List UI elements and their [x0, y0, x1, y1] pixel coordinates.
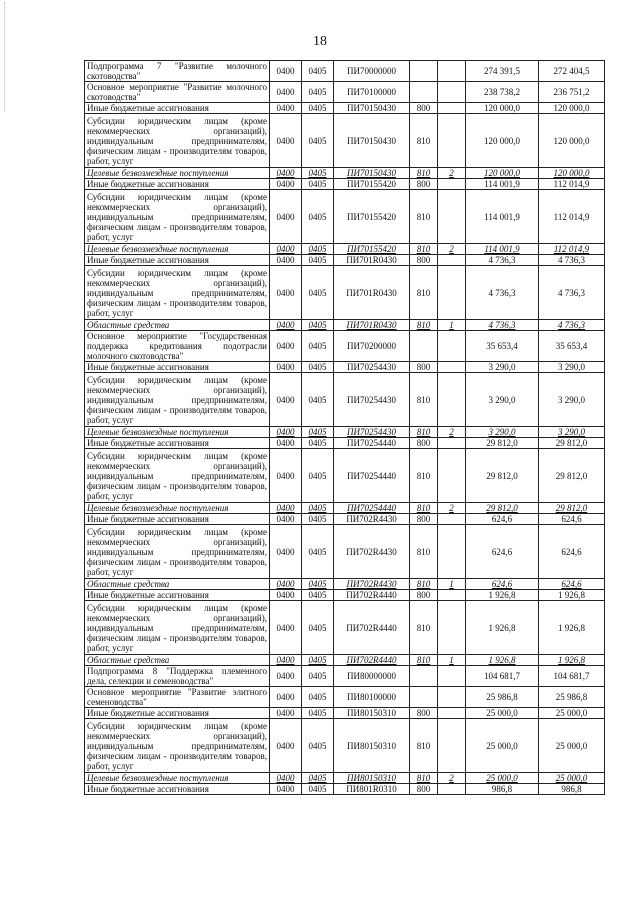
- cell-expense-type: 800: [410, 255, 438, 266]
- cell-amount-2: 3 290,0: [539, 362, 605, 373]
- cell-amount-1: 29 812,0: [466, 438, 539, 449]
- cell-expense-type: 810: [410, 655, 438, 666]
- cell-source: [438, 331, 466, 362]
- cell-amount-2: 236 751,2: [539, 82, 605, 103]
- cell-source: [438, 708, 466, 719]
- table-row: [85, 579, 605, 590]
- table-row: [85, 590, 605, 601]
- cell-source: [438, 61, 466, 82]
- table-row: [85, 61, 605, 82]
- cell-name: Иные бюджетные ассигнования: [85, 784, 270, 795]
- cell-source: [438, 190, 466, 244]
- cell-expense-type: 810: [410, 266, 438, 320]
- cell-name: Основное мероприятие "Государственная поддержка кредитования подотрасли молочного скотоводства": [85, 331, 270, 362]
- cell-amount-2: 112 014,9: [539, 190, 605, 244]
- cell-section: 0400: [270, 320, 302, 331]
- cell-target-article: ПИ70254440: [334, 449, 410, 503]
- cell-section: 0400: [270, 362, 302, 373]
- cell-name: Подпрограмма 8 "Поддержка племенного дела, селекции и семеноводства": [85, 666, 270, 687]
- cell-target-article: ПИ70155420: [334, 190, 410, 244]
- cell-subsection: 0405: [302, 331, 334, 362]
- cell-section: 0400: [270, 244, 302, 255]
- cell-name: Иные бюджетные ассигнования: [85, 438, 270, 449]
- cell-amount-1: 25 986,8: [466, 687, 539, 708]
- cell-expense-type: 810: [410, 427, 438, 438]
- cell-amount-1: 624,6: [466, 525, 539, 579]
- table-row: [85, 687, 605, 708]
- cell-amount-2: 112 014,9: [539, 179, 605, 190]
- cell-subsection: 0405: [302, 590, 334, 601]
- cell-target-article: ПИ701R0430: [334, 255, 410, 266]
- cell-source: 1: [438, 579, 466, 590]
- table-row: [85, 331, 605, 362]
- cell-source: [438, 525, 466, 579]
- cell-subsection: 0405: [302, 687, 334, 708]
- cell-source: [438, 514, 466, 525]
- cell-expense-type: 810: [410, 719, 438, 773]
- cell-subsection: 0405: [302, 579, 334, 590]
- cell-amount-2: 624,6: [539, 579, 605, 590]
- cell-target-article: ПИ80150310: [334, 719, 410, 773]
- table-row: [85, 525, 605, 579]
- cell-target-article: ПИ70254430: [334, 427, 410, 438]
- cell-name: Иные бюджетные ассигнования: [85, 514, 270, 525]
- cell-amount-2: 25 000,0: [539, 719, 605, 773]
- cell-amount-2: 3 290,0: [539, 373, 605, 427]
- cell-subsection: 0405: [302, 503, 334, 514]
- table-row: [85, 103, 605, 114]
- cell-name: Иные бюджетные ассигнования: [85, 179, 270, 190]
- cell-amount-1: 120 000,0: [466, 114, 539, 168]
- cell-target-article: ПИ70254440: [334, 438, 410, 449]
- cell-section: 0400: [270, 82, 302, 103]
- cell-subsection: 0405: [302, 373, 334, 427]
- cell-amount-1: 114 001,9: [466, 179, 539, 190]
- cell-target-article: ПИ702R4440: [334, 590, 410, 601]
- cell-subsection: 0405: [302, 601, 334, 655]
- cell-amount-2: 35 653,4: [539, 331, 605, 362]
- cell-target-article: ПИ70200000: [334, 331, 410, 362]
- cell-source: 2: [438, 168, 466, 179]
- cell-amount-2: 104 681,7: [539, 666, 605, 687]
- cell-name: Субсидии юридическим лицам (кроме некоммерческих организаций), индивидуальным предпринимателям, физическим лицам - производителям товаров, работ, услуг: [85, 114, 270, 168]
- cell-expense-type: 800: [410, 362, 438, 373]
- cell-amount-1: 25 000,0: [466, 708, 539, 719]
- table-row: [85, 503, 605, 514]
- cell-subsection: 0405: [302, 784, 334, 795]
- cell-expense-type: 810: [410, 525, 438, 579]
- cell-amount-2: 120 000,0: [539, 114, 605, 168]
- cell-subsection: 0405: [302, 719, 334, 773]
- cell-amount-1: 274 391,5: [466, 61, 539, 82]
- cell-source: [438, 255, 466, 266]
- cell-section: 0400: [270, 514, 302, 525]
- cell-source: [438, 266, 466, 320]
- cell-source: [438, 601, 466, 655]
- cell-source: [438, 438, 466, 449]
- cell-expense-type: 810: [410, 773, 438, 784]
- page-number: 18: [313, 34, 327, 49]
- budget-table: [84, 60, 605, 795]
- table-row: [85, 438, 605, 449]
- cell-target-article: ПИ80000000: [334, 666, 410, 687]
- cell-target-article: ПИ70254440: [334, 503, 410, 514]
- cell-amount-1: 25 000,0: [466, 773, 539, 784]
- cell-expense-type: 800: [410, 103, 438, 114]
- cell-source: 1: [438, 320, 466, 331]
- cell-expense-type: [410, 61, 438, 82]
- cell-expense-type: 810: [410, 168, 438, 179]
- cell-source: [438, 373, 466, 427]
- cell-amount-2: 29 812,0: [539, 438, 605, 449]
- cell-name: Целевые безвозмездные поступления: [85, 503, 270, 514]
- cell-name: Целевые безвозмездные поступления: [85, 773, 270, 784]
- cell-amount-2: 29 812,0: [539, 449, 605, 503]
- cell-target-article: ПИ702R4430: [334, 525, 410, 579]
- cell-expense-type: [410, 687, 438, 708]
- cell-section: 0400: [270, 255, 302, 266]
- table-row: [85, 82, 605, 103]
- cell-expense-type: 810: [410, 503, 438, 514]
- cell-section: 0400: [270, 590, 302, 601]
- cell-subsection: 0405: [302, 655, 334, 666]
- cell-source: 2: [438, 503, 466, 514]
- cell-name: Целевые безвозмездные поступления: [85, 168, 270, 179]
- cell-section: 0400: [270, 179, 302, 190]
- cell-target-article: ПИ70150430: [334, 103, 410, 114]
- cell-source: 2: [438, 244, 466, 255]
- table-row: [85, 244, 605, 255]
- cell-subsection: 0405: [302, 525, 334, 579]
- cell-section: 0400: [270, 114, 302, 168]
- cell-amount-1: 35 653,4: [466, 331, 539, 362]
- table-row: [85, 190, 605, 244]
- cell-section: 0400: [270, 449, 302, 503]
- cell-section: 0400: [270, 773, 302, 784]
- table-row: [85, 666, 605, 687]
- cell-expense-type: 810: [410, 449, 438, 503]
- cell-source: [438, 687, 466, 708]
- cell-expense-type: [410, 331, 438, 362]
- table-row: [85, 373, 605, 427]
- cell-target-article: ПИ702R4430: [334, 579, 410, 590]
- cell-name: Субсидии юридическим лицам (кроме некоммерческих организаций), индивидуальным предпринимателям, физическим лицам - производителям товаров, работ, услуг: [85, 373, 270, 427]
- cell-name: Иные бюджетные ассигнования: [85, 362, 270, 373]
- cell-amount-1: 114 001,9: [466, 244, 539, 255]
- cell-source: 2: [438, 773, 466, 784]
- cell-amount-2: 624,6: [539, 514, 605, 525]
- cell-amount-1: 120 000,0: [466, 168, 539, 179]
- cell-amount-1: 3 290,0: [466, 362, 539, 373]
- cell-source: 2: [438, 427, 466, 438]
- cell-expense-type: [410, 82, 438, 103]
- cell-amount-1: 1 926,8: [466, 655, 539, 666]
- cell-subsection: 0405: [302, 773, 334, 784]
- cell-source: [438, 362, 466, 373]
- table-row: [85, 114, 605, 168]
- cell-subsection: 0405: [302, 427, 334, 438]
- table-row: [85, 514, 605, 525]
- cell-name: Целевые безвозмездные поступления: [85, 244, 270, 255]
- cell-target-article: ПИ701R0430: [334, 320, 410, 331]
- cell-name: Основное мероприятие "Развитие элитного семеноводства": [85, 687, 270, 708]
- cell-subsection: 0405: [302, 320, 334, 331]
- cell-source: [438, 114, 466, 168]
- table-row: [85, 784, 605, 795]
- cell-amount-1: 29 812,0: [466, 503, 539, 514]
- cell-amount-2: 272 404,5: [539, 61, 605, 82]
- cell-amount-2: 29 812,0: [539, 503, 605, 514]
- table-row: [85, 255, 605, 266]
- cell-expense-type: 800: [410, 179, 438, 190]
- cell-name: Субсидии юридическим лицам (кроме некоммерческих организаций), индивидуальным предпринимателям, физическим лицам - производителям товаров, работ, услуг: [85, 190, 270, 244]
- cell-name: Иные бюджетные ассигнования: [85, 103, 270, 114]
- table-row: [85, 266, 605, 320]
- cell-target-article: ПИ70150430: [334, 168, 410, 179]
- cell-name: Иные бюджетные ассигнования: [85, 255, 270, 266]
- cell-amount-2: 3 290,0: [539, 427, 605, 438]
- cell-amount-2: 624,6: [539, 525, 605, 579]
- scan-margin-mark: [4, 2, 11, 112]
- cell-target-article: ПИ70155420: [334, 244, 410, 255]
- cell-subsection: 0405: [302, 103, 334, 114]
- cell-amount-2: 120 000,0: [539, 103, 605, 114]
- cell-source: [438, 103, 466, 114]
- cell-amount-2: 1 926,8: [539, 601, 605, 655]
- cell-amount-1: 1 926,8: [466, 601, 539, 655]
- table-row: [85, 601, 605, 655]
- cell-expense-type: 800: [410, 784, 438, 795]
- cell-amount-1: 4 736,3: [466, 320, 539, 331]
- cell-expense-type: 810: [410, 579, 438, 590]
- cell-section: 0400: [270, 266, 302, 320]
- table-row: [85, 449, 605, 503]
- cell-source: [438, 590, 466, 601]
- cell-source: 1: [438, 655, 466, 666]
- cell-source: [438, 784, 466, 795]
- cell-subsection: 0405: [302, 190, 334, 244]
- cell-expense-type: 810: [410, 373, 438, 427]
- cell-subsection: 0405: [302, 449, 334, 503]
- cell-amount-2: 1 926,8: [539, 590, 605, 601]
- cell-source: [438, 82, 466, 103]
- cell-name: Субсидии юридическим лицам (кроме некоммерческих организаций), индивидуальным предпринимателям, физическим лицам - производителям товаров, работ, услуг: [85, 601, 270, 655]
- budget-table-body: [85, 61, 605, 795]
- cell-expense-type: 800: [410, 590, 438, 601]
- cell-amount-1: 986,8: [466, 784, 539, 795]
- cell-name: Субсидии юридическим лицам (кроме некоммерческих организаций), индивидуальным предпринимателям, физическим лицам - производителям товаров, работ, услуг: [85, 525, 270, 579]
- cell-section: 0400: [270, 427, 302, 438]
- cell-name: Областные средства: [85, 655, 270, 666]
- cell-expense-type: 810: [410, 114, 438, 168]
- cell-name: Субсидии юридическим лицам (кроме некоммерческих организаций), индивидуальным предпринимателям, физическим лицам - производителям товаров, работ, услуг: [85, 266, 270, 320]
- cell-amount-2: 25 986,8: [539, 687, 605, 708]
- cell-expense-type: [410, 666, 438, 687]
- cell-amount-1: 3 290,0: [466, 373, 539, 427]
- cell-subsection: 0405: [302, 438, 334, 449]
- cell-subsection: 0405: [302, 362, 334, 373]
- table-row: [85, 168, 605, 179]
- cell-section: 0400: [270, 601, 302, 655]
- cell-name: Субсидии юридическим лицам (кроме некоммерческих организаций), индивидуальным предпринимателям, физическим лицам - производителям товаров, работ, услуг: [85, 449, 270, 503]
- cell-section: 0400: [270, 687, 302, 708]
- cell-amount-2: 120 000,0: [539, 168, 605, 179]
- cell-amount-2: 4 736,3: [539, 266, 605, 320]
- cell-amount-2: 4 736,3: [539, 255, 605, 266]
- cell-amount-1: 4 736,3: [466, 266, 539, 320]
- table-row: [85, 179, 605, 190]
- cell-subsection: 0405: [302, 255, 334, 266]
- cell-target-article: ПИ80100000: [334, 687, 410, 708]
- cell-expense-type: 810: [410, 244, 438, 255]
- cell-target-article: ПИ80150310: [334, 708, 410, 719]
- cell-section: 0400: [270, 525, 302, 579]
- cell-target-article: ПИ70000000: [334, 61, 410, 82]
- cell-subsection: 0405: [302, 514, 334, 525]
- cell-section: 0400: [270, 103, 302, 114]
- cell-amount-1: 624,6: [466, 579, 539, 590]
- cell-expense-type: 810: [410, 320, 438, 331]
- table-row: [85, 719, 605, 773]
- cell-expense-type: 810: [410, 601, 438, 655]
- cell-subsection: 0405: [302, 61, 334, 82]
- cell-name: Иные бюджетные ассигнования: [85, 708, 270, 719]
- table-row: [85, 362, 605, 373]
- cell-name: Подпрограмма 7 "Развитие молочного скотоводства": [85, 61, 270, 82]
- cell-name: Целевые безвозмездные поступления: [85, 427, 270, 438]
- table-row: [85, 320, 605, 331]
- cell-source: [438, 666, 466, 687]
- cell-subsection: 0405: [302, 708, 334, 719]
- cell-section: 0400: [270, 719, 302, 773]
- cell-source: [438, 449, 466, 503]
- cell-name: Субсидии юридическим лицам (кроме некоммерческих организаций), индивидуальным предпринимателям, физическим лицам - производителям товаров, работ, услуг: [85, 719, 270, 773]
- cell-subsection: 0405: [302, 244, 334, 255]
- cell-subsection: 0405: [302, 168, 334, 179]
- cell-section: 0400: [270, 784, 302, 795]
- cell-expense-type: 800: [410, 708, 438, 719]
- cell-amount-1: 120 000,0: [466, 103, 539, 114]
- cell-target-article: ПИ70254430: [334, 373, 410, 427]
- cell-target-article: ПИ70155420: [334, 179, 410, 190]
- table-row: [85, 427, 605, 438]
- cell-name: Областные средства: [85, 320, 270, 331]
- cell-subsection: 0405: [302, 179, 334, 190]
- cell-source: [438, 179, 466, 190]
- cell-section: 0400: [270, 579, 302, 590]
- cell-source: [438, 719, 466, 773]
- cell-target-article: ПИ70100000: [334, 82, 410, 103]
- cell-section: 0400: [270, 708, 302, 719]
- cell-section: 0400: [270, 438, 302, 449]
- cell-amount-1: 3 290,0: [466, 427, 539, 438]
- cell-target-article: ПИ702R4440: [334, 655, 410, 666]
- cell-section: 0400: [270, 666, 302, 687]
- cell-name: Иные бюджетные ассигнования: [85, 590, 270, 601]
- cell-expense-type: 800: [410, 438, 438, 449]
- cell-target-article: ПИ70254430: [334, 362, 410, 373]
- cell-section: 0400: [270, 331, 302, 362]
- cell-subsection: 0405: [302, 266, 334, 320]
- cell-amount-2: 25 000,0: [539, 773, 605, 784]
- cell-name: Областные средства: [85, 579, 270, 590]
- cell-amount-1: 29 812,0: [466, 449, 539, 503]
- cell-amount-1: 104 681,7: [466, 666, 539, 687]
- cell-amount-1: 25 000,0: [466, 719, 539, 773]
- cell-target-article: ПИ702R4440: [334, 601, 410, 655]
- cell-amount-1: 624,6: [466, 514, 539, 525]
- cell-name: Основное мероприятие "Развитие молочного скотоводства": [85, 82, 270, 103]
- cell-expense-type: 810: [410, 190, 438, 244]
- cell-amount-1: 1 926,8: [466, 590, 539, 601]
- cell-subsection: 0405: [302, 114, 334, 168]
- cell-subsection: 0405: [302, 666, 334, 687]
- table-row: [85, 708, 605, 719]
- cell-amount-1: 238 738,2: [466, 82, 539, 103]
- cell-target-article: ПИ80150310: [334, 773, 410, 784]
- cell-target-article: ПИ801R0310: [334, 784, 410, 795]
- cell-amount-2: 4 736,3: [539, 320, 605, 331]
- cell-amount-2: 112 014,9: [539, 244, 605, 255]
- cell-amount-2: 25 000,0: [539, 708, 605, 719]
- cell-section: 0400: [270, 61, 302, 82]
- cell-amount-2: 986,8: [539, 784, 605, 795]
- cell-section: 0400: [270, 655, 302, 666]
- cell-target-article: ПИ70150430: [334, 114, 410, 168]
- cell-section: 0400: [270, 373, 302, 427]
- table-row: [85, 655, 605, 666]
- cell-expense-type: 800: [410, 514, 438, 525]
- cell-amount-2: 1 926,8: [539, 655, 605, 666]
- table-row: [85, 773, 605, 784]
- cell-subsection: 0405: [302, 82, 334, 103]
- cell-section: 0400: [270, 503, 302, 514]
- cell-amount-1: 4 736,3: [466, 255, 539, 266]
- cell-amount-1: 114 001,9: [466, 190, 539, 244]
- cell-section: 0400: [270, 168, 302, 179]
- cell-target-article: ПИ701R0430: [334, 266, 410, 320]
- cell-section: 0400: [270, 190, 302, 244]
- cell-target-article: ПИ702R4430: [334, 514, 410, 525]
